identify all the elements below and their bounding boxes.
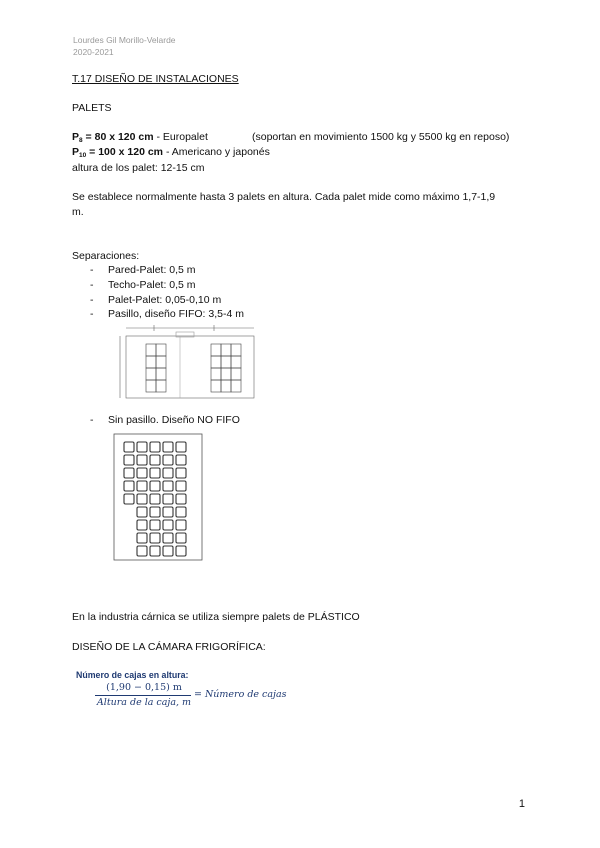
pallet-cell [124, 455, 134, 465]
pallet-cell [150, 442, 160, 452]
altura-palet: altura de los palet: 12-15 cm [72, 162, 205, 174]
industria-text: En la industria cárnica se utiliza siempre palets de PLÁSTICO [72, 611, 360, 623]
palet-p10-type: - Americano y japonés [163, 146, 270, 158]
palet-p8-sub: 8 [79, 137, 83, 144]
pallet-cell [176, 468, 186, 478]
header-author: Lourdes Gil Morillo-Velarde [73, 35, 176, 45]
pallet-cell [137, 520, 147, 530]
pallet-cell [163, 546, 173, 556]
pallet-cell [137, 533, 147, 543]
pallet-cell [150, 481, 160, 491]
palet-p10-dims: = 100 x 120 cm [86, 146, 164, 158]
list-bullet: - [90, 279, 94, 291]
pallet-cell [137, 481, 147, 491]
page-title: T.17 DISEÑO DE INSTALACIONES [72, 73, 239, 85]
no-fifo-layout-diagram [112, 432, 206, 562]
pallet-cell [176, 442, 186, 452]
pallet-cell [137, 468, 147, 478]
pallet-cell [137, 455, 147, 465]
list-item: Pared-Palet: 0,5 m [108, 264, 196, 276]
pallet-cell [124, 494, 134, 504]
formula-title: Número de cajas en altura: [76, 670, 189, 680]
pallet-cell [124, 442, 134, 452]
pallet-cell [150, 507, 160, 517]
pallet-cell [137, 507, 147, 517]
palet-p8-dims: = 80 x 120 cm [82, 131, 154, 143]
pallet-cell [163, 533, 173, 543]
diseno-camara-heading: DISEÑO DE LA CÁMARA FRIGORÍFICA: [72, 641, 266, 653]
pallet-cell [150, 533, 160, 543]
pallet-cell [150, 494, 160, 504]
list-bullet: - [90, 308, 94, 320]
palet-p10-sub: 10 [79, 152, 87, 159]
pallet-cell [137, 546, 147, 556]
list-item: Techo-Palet: 0,5 m [108, 279, 196, 291]
header-year: 2020-2021 [73, 47, 114, 57]
pallet-block-right [211, 344, 241, 392]
separaciones-label: Separaciones: [72, 250, 140, 262]
pallet-block-left [146, 344, 166, 392]
paragraph-line-2: m. [72, 206, 84, 218]
pallet-cell [176, 494, 186, 504]
palet-p8-symbol: P [72, 131, 80, 143]
pallet-cell [163, 455, 173, 465]
pallet-cell [176, 546, 186, 556]
pallet-cell [163, 481, 173, 491]
page-number: 1 [518, 798, 525, 810]
pallet-cell [163, 520, 173, 530]
list-bullet: - [90, 414, 94, 426]
formula-numerator: (1,90 − 0,15) m [106, 682, 182, 693]
pallet-cell [124, 481, 134, 491]
pallet-cell [176, 533, 186, 543]
pallet-cell [150, 520, 160, 530]
fraction-bar [95, 695, 191, 696]
formula-denominator: Altura de la caja, m [96, 697, 192, 708]
sin-pasillo-item: Sin pasillo. Diseño NO FIFO [108, 414, 240, 426]
pallet-cell [176, 520, 186, 530]
pallet-cell [176, 507, 186, 517]
palet-p8-type: - Europalet [153, 131, 208, 143]
pallet-cell [176, 455, 186, 465]
pallet-cell [176, 481, 186, 491]
pallet-cell [150, 455, 160, 465]
list-item: Pasillo, diseño FIFO: 3,5-4 m [108, 308, 244, 320]
pallet-cell [137, 442, 147, 452]
chamber-outline [114, 434, 202, 560]
list-bullet: - [90, 294, 94, 306]
section-palets: PALETS [72, 102, 112, 114]
pallet-cell [124, 468, 134, 478]
pallet-cell [163, 468, 173, 478]
pallet-cell [163, 507, 173, 517]
palet-p8-note: (soportan en movimiento 1500 kg y 5500 kg en reposo) [252, 131, 510, 143]
pallet-cell [163, 494, 173, 504]
pallet-cell [150, 468, 160, 478]
formula-result: = Número de cajas [194, 689, 287, 700]
palet-p10-symbol: P [72, 146, 80, 158]
paragraph-line-1: Se establece normalmente hasta 3 palets en altura. Cada palet mide como máximo 1,7-1,9 [72, 191, 496, 203]
pallet-cell [137, 494, 147, 504]
fifo-layout-diagram [116, 322, 256, 402]
pallet-cell [150, 546, 160, 556]
pallet-cell [163, 442, 173, 452]
chamber-outline [126, 336, 254, 398]
list-bullet: - [90, 264, 94, 276]
list-item: Palet-Palet: 0,05-0,10 m [108, 294, 222, 306]
